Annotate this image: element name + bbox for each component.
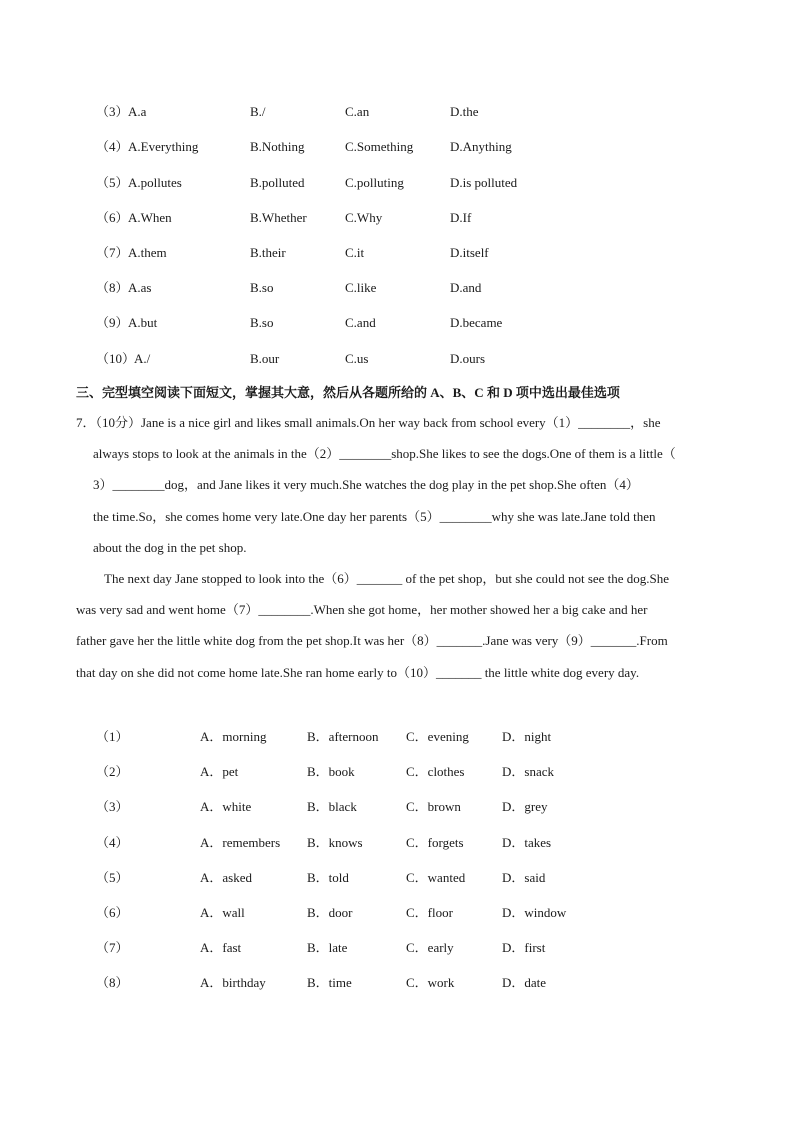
option-c: C．wanted bbox=[406, 870, 466, 885]
section-heading: 三、完型填空阅读下面短文，掌握其大意，然后从各题所给的 A、B、C 和 D 项中选出最佳选项 bbox=[76, 385, 620, 400]
question-number: （9） bbox=[96, 315, 129, 330]
option-b: B./ bbox=[250, 104, 266, 119]
question-number: （8） bbox=[96, 280, 129, 295]
question-number: （4） bbox=[96, 835, 129, 850]
option-a: A./ bbox=[134, 351, 151, 366]
question-number: （8） bbox=[96, 975, 129, 990]
option-d: D.is polluted bbox=[450, 175, 518, 190]
option-a: A.a bbox=[128, 104, 147, 119]
option-c: C.polluting bbox=[345, 175, 404, 190]
option-c: C．work bbox=[406, 975, 455, 990]
option-d: D.the bbox=[450, 104, 479, 119]
option-b: B.Whether bbox=[250, 210, 307, 225]
option-b: B.their bbox=[250, 245, 286, 260]
question-number: （6） bbox=[96, 210, 129, 225]
option-b: B．book bbox=[307, 764, 355, 779]
option-c: C.us bbox=[345, 351, 369, 366]
option-d: D.itself bbox=[450, 245, 489, 260]
passage-line: father gave her the little white dog from the pet shop.It was her（8）_______.Jane was very（9）_______.From bbox=[76, 633, 668, 648]
question-number: （1） bbox=[96, 729, 129, 744]
option-c: C．brown bbox=[406, 799, 461, 814]
option-b: B．afternoon bbox=[307, 729, 379, 744]
question-number: （4） bbox=[96, 139, 129, 154]
option-c: C.Something bbox=[345, 139, 414, 154]
question-number: （2） bbox=[96, 764, 129, 779]
option-b: B．late bbox=[307, 940, 348, 955]
passage-line: that day on she did not come home late.She ran home early to（10）_______ the little white dog every day. bbox=[76, 665, 640, 680]
option-d: D．first bbox=[502, 940, 546, 955]
option-a: A．pet bbox=[200, 764, 239, 779]
passage-line: 7．（10分）Jane is a nice girl and likes small animals.On her way back from school every（1）________，she bbox=[76, 415, 661, 430]
option-d: D.ours bbox=[450, 351, 486, 366]
option-c: C.and bbox=[345, 315, 376, 330]
passage-line: was very sad and went home（7）________.When she got home，her mother showed her a big cake and her bbox=[76, 602, 648, 617]
question-number: （5） bbox=[96, 175, 129, 190]
option-a: A．wall bbox=[200, 905, 245, 920]
passage-line: the time.So，she comes home very late.One day her parents（5）________why she was late.Jane told then bbox=[93, 509, 656, 524]
option-a: A.as bbox=[128, 280, 152, 295]
option-a: A．white bbox=[200, 799, 252, 814]
option-b: B.so bbox=[250, 315, 274, 330]
option-a: A.When bbox=[128, 210, 172, 225]
passage-line: The next day Jane stopped to look into the（6）_______ of the pet shop，but she could not see the dog.She bbox=[104, 571, 670, 586]
option-d: D．snack bbox=[502, 764, 554, 779]
passage-line: about the dog in the pet shop. bbox=[93, 540, 247, 555]
option-d: D．night bbox=[502, 729, 552, 744]
option-a: A.them bbox=[128, 245, 167, 260]
option-d: D.Anything bbox=[450, 139, 512, 154]
option-b: B．door bbox=[307, 905, 353, 920]
question-number: （6） bbox=[96, 905, 129, 920]
option-c: C.it bbox=[345, 245, 365, 260]
question-number: （7） bbox=[96, 245, 129, 260]
option-d: D.became bbox=[450, 315, 503, 330]
option-d: D．said bbox=[502, 870, 546, 885]
question-number: （3） bbox=[96, 799, 129, 814]
option-c: C.Why bbox=[345, 210, 383, 225]
option-b: B．time bbox=[307, 975, 352, 990]
option-b: B.polluted bbox=[250, 175, 305, 190]
option-d: D.If bbox=[450, 210, 472, 225]
option-a: A．fast bbox=[200, 940, 242, 955]
option-b: B．told bbox=[307, 870, 349, 885]
option-a: A．asked bbox=[200, 870, 252, 885]
option-a: A．birthday bbox=[200, 975, 266, 990]
option-a: A．morning bbox=[200, 729, 267, 744]
passage-line: 3）________dog，and Jane likes it very much.She watches the dog play in the pet shop.She often（4） bbox=[93, 477, 639, 492]
option-d: D．date bbox=[502, 975, 547, 990]
question-number: （7） bbox=[96, 940, 129, 955]
option-d: D．window bbox=[502, 905, 567, 920]
question-number: （3） bbox=[96, 104, 129, 119]
option-a: A.pollutes bbox=[128, 175, 182, 190]
option-a: A．remembers bbox=[200, 835, 281, 850]
option-c: C．floor bbox=[406, 905, 453, 920]
option-b: B.so bbox=[250, 280, 274, 295]
option-c: C.like bbox=[345, 280, 377, 295]
option-b: B.Nothing bbox=[250, 139, 305, 154]
option-d: D．takes bbox=[502, 835, 552, 850]
option-d: D.and bbox=[450, 280, 482, 295]
option-a: A.but bbox=[128, 315, 158, 330]
option-b: B.our bbox=[250, 351, 280, 366]
option-c: C．clothes bbox=[406, 764, 465, 779]
passage-line: always stops to look at the animals in the（2）________shop.She likes to see the dogs.One of them is a little（ bbox=[93, 446, 676, 461]
option-d: D．grey bbox=[502, 799, 548, 814]
option-c: C．early bbox=[406, 940, 454, 955]
option-b: B．knows bbox=[307, 835, 363, 850]
option-c: C．evening bbox=[406, 729, 469, 744]
option-c: C．forgets bbox=[406, 835, 464, 850]
question-number: （10） bbox=[96, 351, 136, 366]
question-number: （5） bbox=[96, 870, 129, 885]
option-a: A.Everything bbox=[128, 139, 199, 154]
option-c: C.an bbox=[345, 104, 370, 119]
option-b: B．black bbox=[307, 799, 357, 814]
